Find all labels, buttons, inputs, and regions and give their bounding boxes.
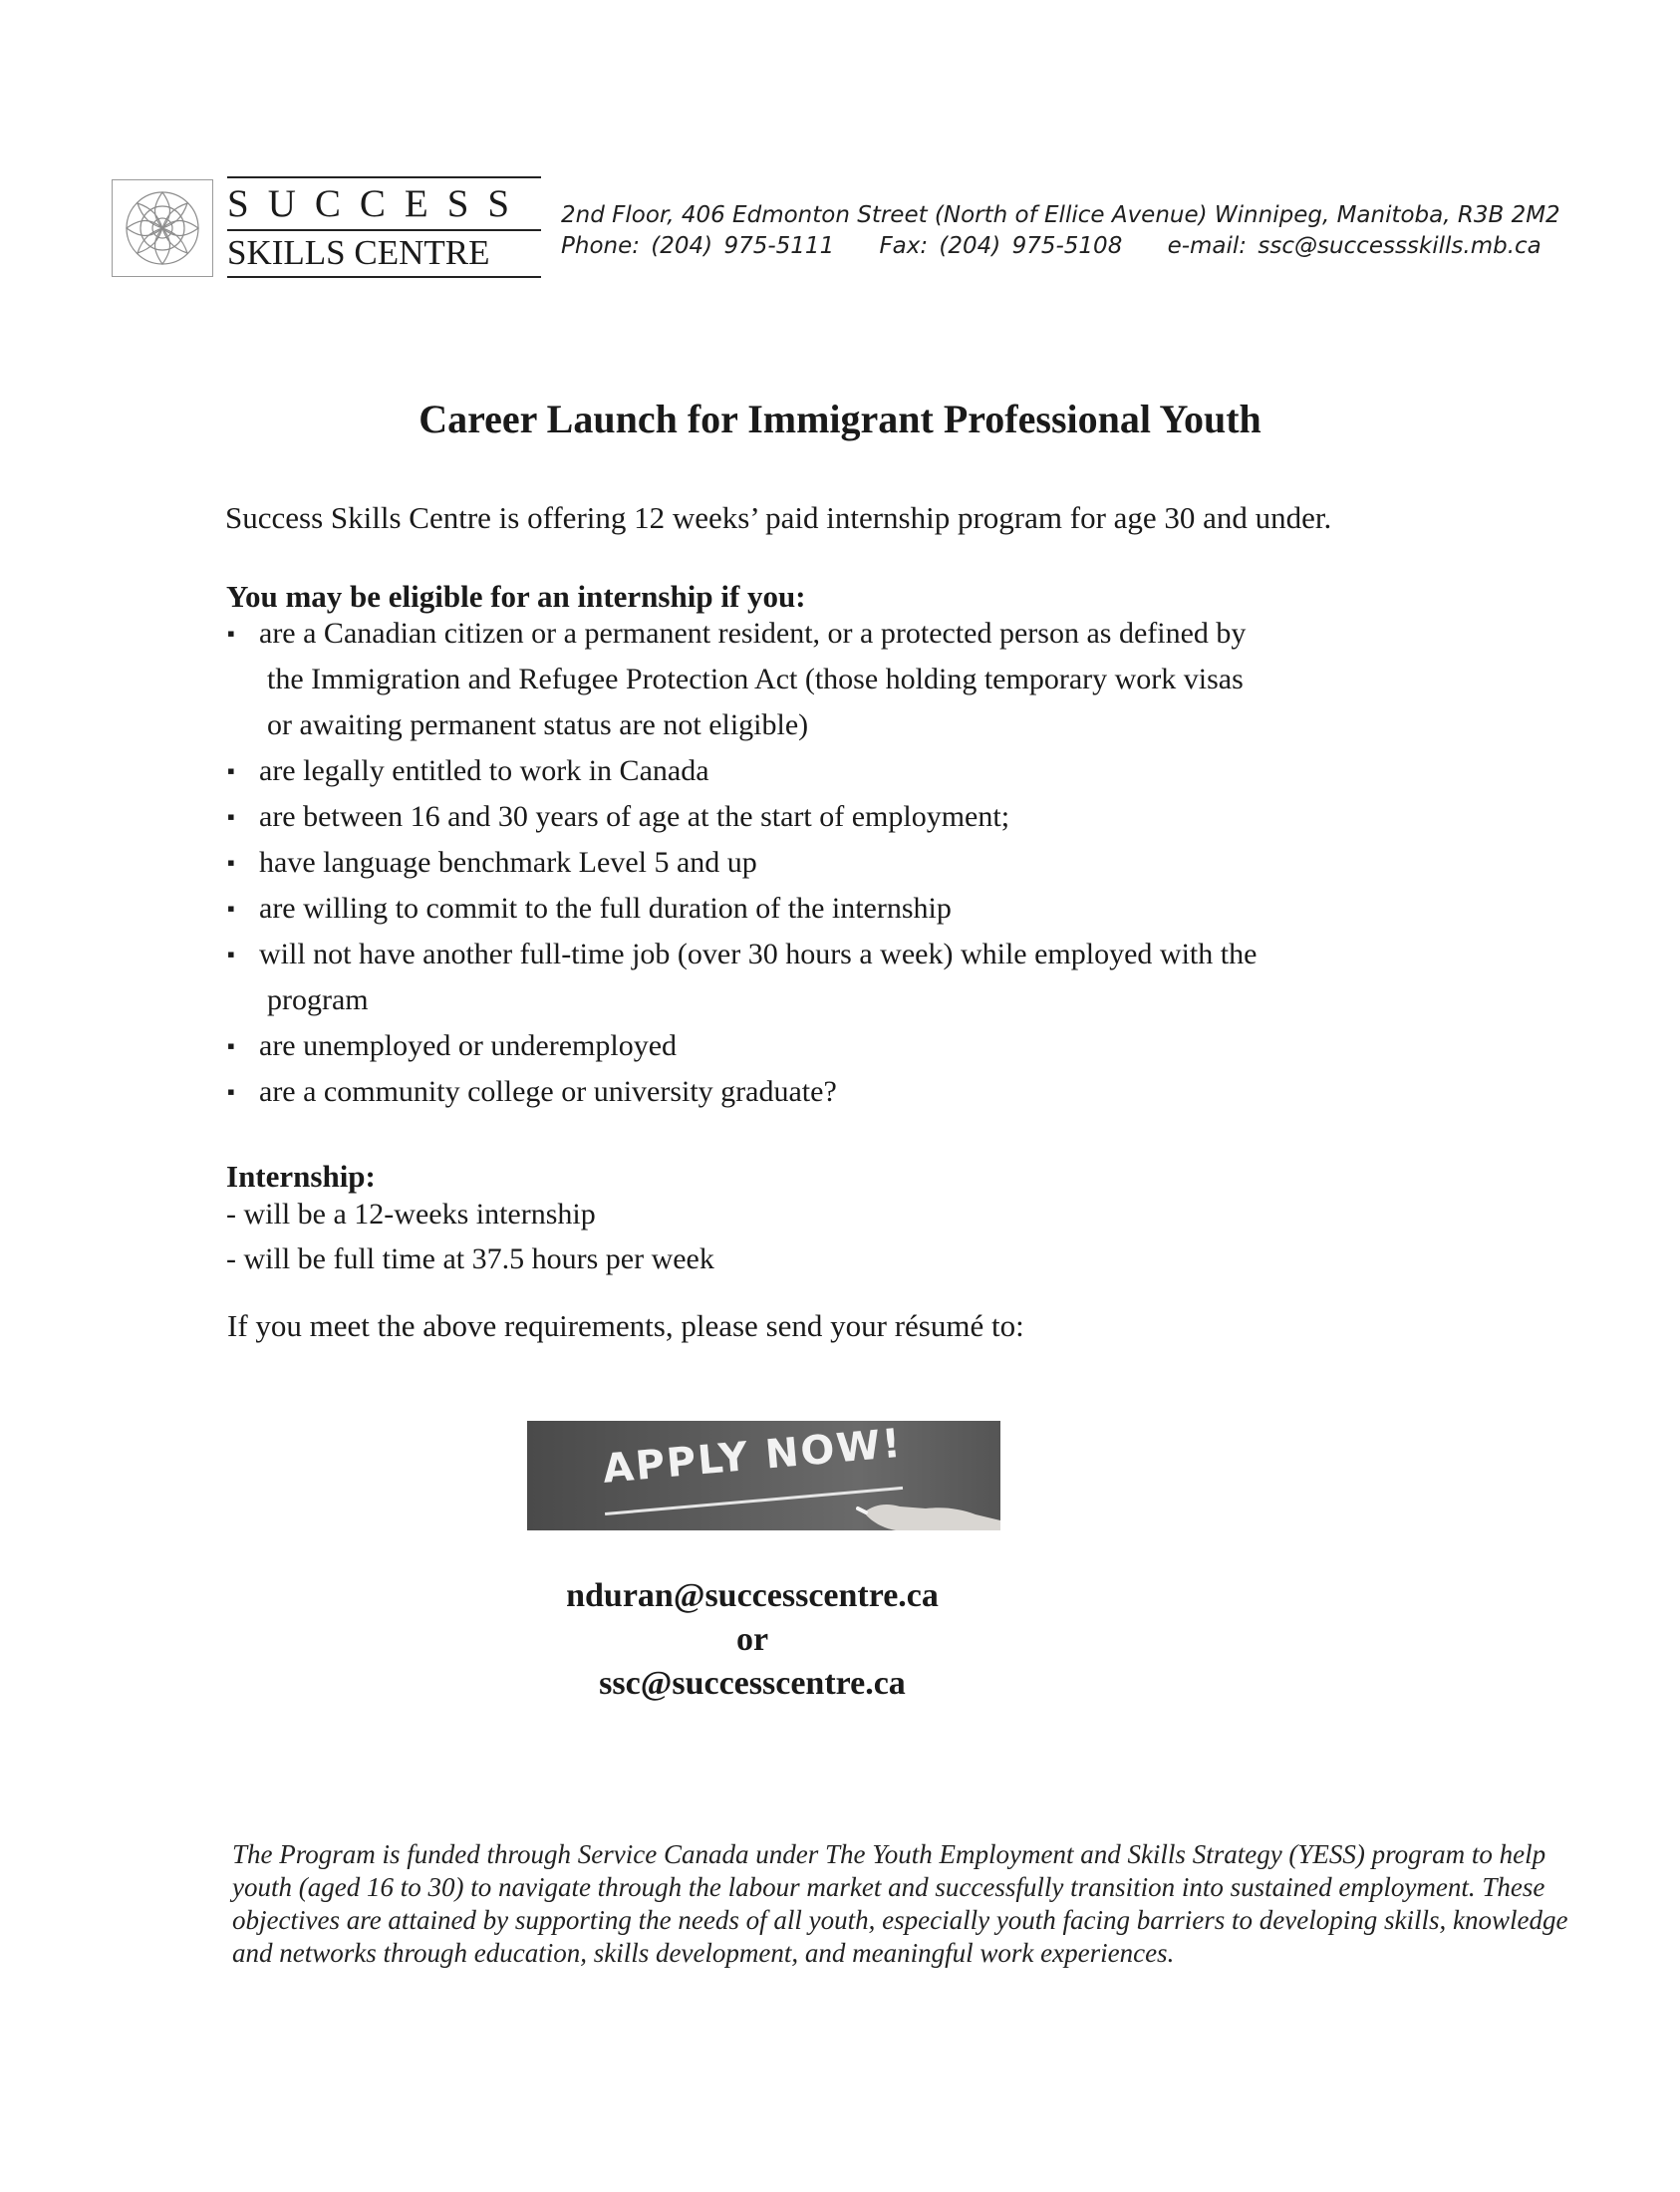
eligibility-heading: You may be eligible for an internship if you:: [226, 579, 806, 614]
eligibility-line: are a community college or university graduate?: [259, 1075, 837, 1108]
logo: [112, 179, 213, 277]
eligibility-item: [227, 1069, 1257, 1115]
hand-with-chalk-icon: [856, 1469, 1000, 1530]
bullet-marker: ▪: [227, 804, 235, 829]
brand-top-rule: [227, 176, 541, 178]
lotus-mandala-icon: [121, 186, 204, 270]
apply-now-banner: [527, 1421, 1000, 1530]
document-title: Career Launch for Immigrant Professional Youth: [419, 397, 1261, 441]
eligibility-item: [227, 611, 1257, 748]
bullet-marker: ▪: [227, 850, 235, 875]
brand-middle-rule: [227, 229, 541, 231]
letterhead-address: 2nd Floor, 406 Edmonton Street (North of Ellice Avenue) Winnipeg, Manitoba, R3B 2M2: [561, 202, 1560, 228]
internship-list: [226, 1192, 714, 1281]
eligibility-line: are a Canadian citizen or a permanent resident, or a protected person as defined by: [259, 617, 1247, 650]
eligibility-line: are between 16 and 30 years of age at the start of employment;: [259, 800, 1010, 833]
eligibility-line: or awaiting permanent status are not eligible): [267, 708, 809, 741]
brand-bottom-rule: [227, 276, 541, 278]
internship-item: - will be full time at 37.5 hours per week: [226, 1242, 714, 1275]
bullet-marker: ▪: [227, 1033, 235, 1058]
eligibility-line: the Immigration and Refugee Protection Act (those holding temporary work visas: [267, 663, 1244, 695]
or-separator: or: [735, 1621, 769, 1658]
eligibility-item: [227, 1023, 1257, 1069]
eligibility-item: [227, 932, 1257, 1023]
eligibility-list: [227, 611, 1257, 1115]
eligibility-item: [227, 840, 1257, 886]
eligibility-line: are willing to commit to the full duration of the internship: [259, 892, 952, 925]
secondary-email[interactable]: ssc@successcentre.ca: [599, 1665, 906, 1702]
bullet-marker: ▪: [227, 942, 235, 966]
eligibility-item: [227, 886, 1257, 932]
eligibility-line: program: [267, 983, 369, 1016]
internship-item: - will be a 12-weeks internship: [226, 1198, 596, 1231]
letterhead-contact: Phone: (204) 975-5111 Fax: (204) 975-5108 e-mail: ssc@successskills.mb.ca: [561, 233, 1541, 259]
bullet-marker: ▪: [227, 1079, 235, 1104]
contact-emails: [428, 1574, 1076, 1706]
bullet-marker: ▪: [227, 758, 235, 783]
eligibility-item: [227, 794, 1257, 840]
internship-heading: Internship:: [226, 1159, 376, 1194]
eligibility-line: will not have another full-time job (over 30 hours a week) while employed with the: [259, 938, 1258, 970]
eligibility-line: are unemployed or underemployed: [259, 1029, 678, 1062]
eligibility-line: have language benchmark Level 5 and up: [259, 846, 757, 879]
send-resume-text: If you meet the above requirements, please send your résumé to:: [227, 1308, 1024, 1343]
brand-name-success: SUCCESS: [227, 182, 529, 225]
bullet-marker: ▪: [227, 896, 235, 921]
brand-name-skills-centre: SKILLS CENTRE: [227, 233, 490, 272]
funding-note: The Program is funded through Service Canada under The Youth Employment and Skills Strategy (YESS) program to help youth (aged 16 to 30) to navigate through the labour market and successfully transition into sustained employment. These objectives are attained by supporting the needs of all youth, especially youth facing barriers to developing skills, knowledge and networks through education, skills development, and meaningful work experiences.: [232, 1839, 1568, 1968]
apply-now-text: APPLY NOW!: [601, 1421, 905, 1493]
eligibility-item: [227, 748, 1257, 794]
bullet-marker: ▪: [227, 621, 235, 646]
primary-email[interactable]: nduran@successcentre.ca: [566, 1577, 939, 1614]
eligibility-line: are legally entitled to work in Canada: [259, 754, 709, 787]
intro-text: Success Skills Centre is offering 12 weeks’ paid internship program for age 30 and under.: [225, 500, 1332, 535]
